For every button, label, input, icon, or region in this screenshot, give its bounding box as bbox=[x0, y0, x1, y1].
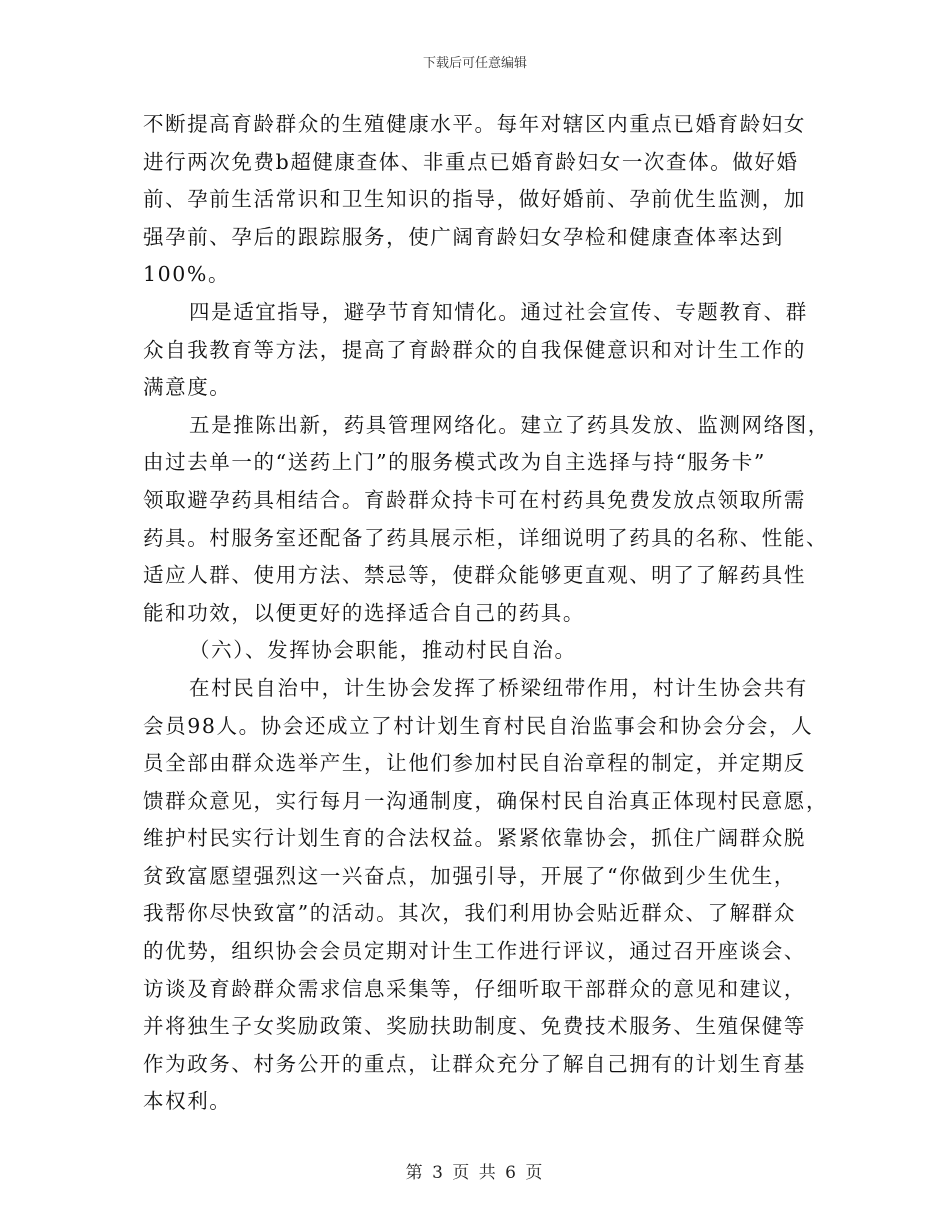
text-line: 贫致富愿望强烈这一兴奋点，加强引导，开展了“你做到少生优生， bbox=[143, 863, 796, 888]
text-line: 满意度。 bbox=[143, 375, 232, 400]
text-line: 前、孕前生活常识和卫生知识的指导，做好婚前、孕前优生监测，加 bbox=[143, 187, 806, 212]
text-line: 并将独生子女奖励政策、奖励扶助制度、免费技术服务、生殖保健等 bbox=[143, 1014, 806, 1039]
text-line: 药具。村服务室还配备了药具展示柜，详细说明了药具的名称、性能、 bbox=[143, 525, 829, 550]
section-heading: （六）、发挥协会职能，推动村民自治。 bbox=[189, 638, 577, 663]
paragraph-six-start: 在村民自治中，计生协会发挥了桥梁纽带作用，村计生协会共有 bbox=[189, 675, 808, 700]
text-line: 众自我教育等方法，提高了育龄群众的自我保健意识和对计生工作的 bbox=[143, 337, 806, 362]
text-line: 的优势，组织协会会员定期对计生工作进行评议，通过召开座谈会、 bbox=[143, 939, 806, 964]
text-line: 强孕前、孕后的跟踪服务，使广阔育龄妇女孕检和健康查体率达到 bbox=[143, 224, 784, 249]
text-line: 不断提高育龄群众的生殖健康水平。每年对辖区内重点已婚育龄妇女 bbox=[143, 112, 806, 136]
text-line: 进行两次免费b超健康查体、非重点已婚育龄妇女一次查体。做好婚 bbox=[143, 149, 799, 174]
text-line: 本权利。 bbox=[143, 1089, 232, 1114]
paragraph-five-start: 五是推陈出新，药具管理网络化。建立了药具发放、监测网络图， bbox=[189, 412, 830, 437]
page-number-footer: 第 3 页 共 6 页 bbox=[405, 1163, 545, 1183]
text-line: 馈群众意见，实行每月一沟通制度，确保村民自治真正体现村民意愿， bbox=[143, 788, 829, 813]
text-line: 100%。 bbox=[143, 262, 231, 287]
text-line: 我帮你尽快致富”的活动。其次，我们利用协会贴近群众、了解群众 bbox=[143, 901, 796, 926]
text-line: 适应人群、使用方法、禁忌等，使群众能够更直观、明了了解药具性 bbox=[143, 563, 806, 588]
text-line: 访谈及育龄群众需求信息采集等，仔细听取干部群众的意见和建议， bbox=[143, 976, 806, 1001]
text-line: 会员98人。协会还成立了村计划生育村民自治监事会和协会分会，人 bbox=[143, 713, 814, 738]
text-line: 由过去单一的“送药上门”的服务模式改为自主选择与持“服务卡” bbox=[143, 450, 766, 475]
text-line: 能和功效，以便更好的选择适合自己的药具。 bbox=[143, 600, 585, 625]
text-line: 领取避孕药具相结合。育龄群众持卡可在村药具免费发放点领取所需 bbox=[143, 487, 806, 512]
page-header-note: 下载后可任意编辑 bbox=[422, 56, 527, 71]
text-line: 作为政务、村务公开的重点，让群众充分了解自己拥有的计划生育基 bbox=[143, 1051, 806, 1076]
text-line: 维护村民实行计划生育的合法权益。紧紧依靠协会，抓住广阔群众脱 bbox=[143, 826, 806, 851]
document-body bbox=[143, 106, 830, 1121]
text-line: 员全部由群众选举产生，让他们参加村民自治章程的制定，并定期反 bbox=[143, 751, 806, 776]
paragraph-four-start: 四是适宜指导，避孕节育知情化。通过社会宣传、专题教育、群 bbox=[189, 299, 808, 324]
